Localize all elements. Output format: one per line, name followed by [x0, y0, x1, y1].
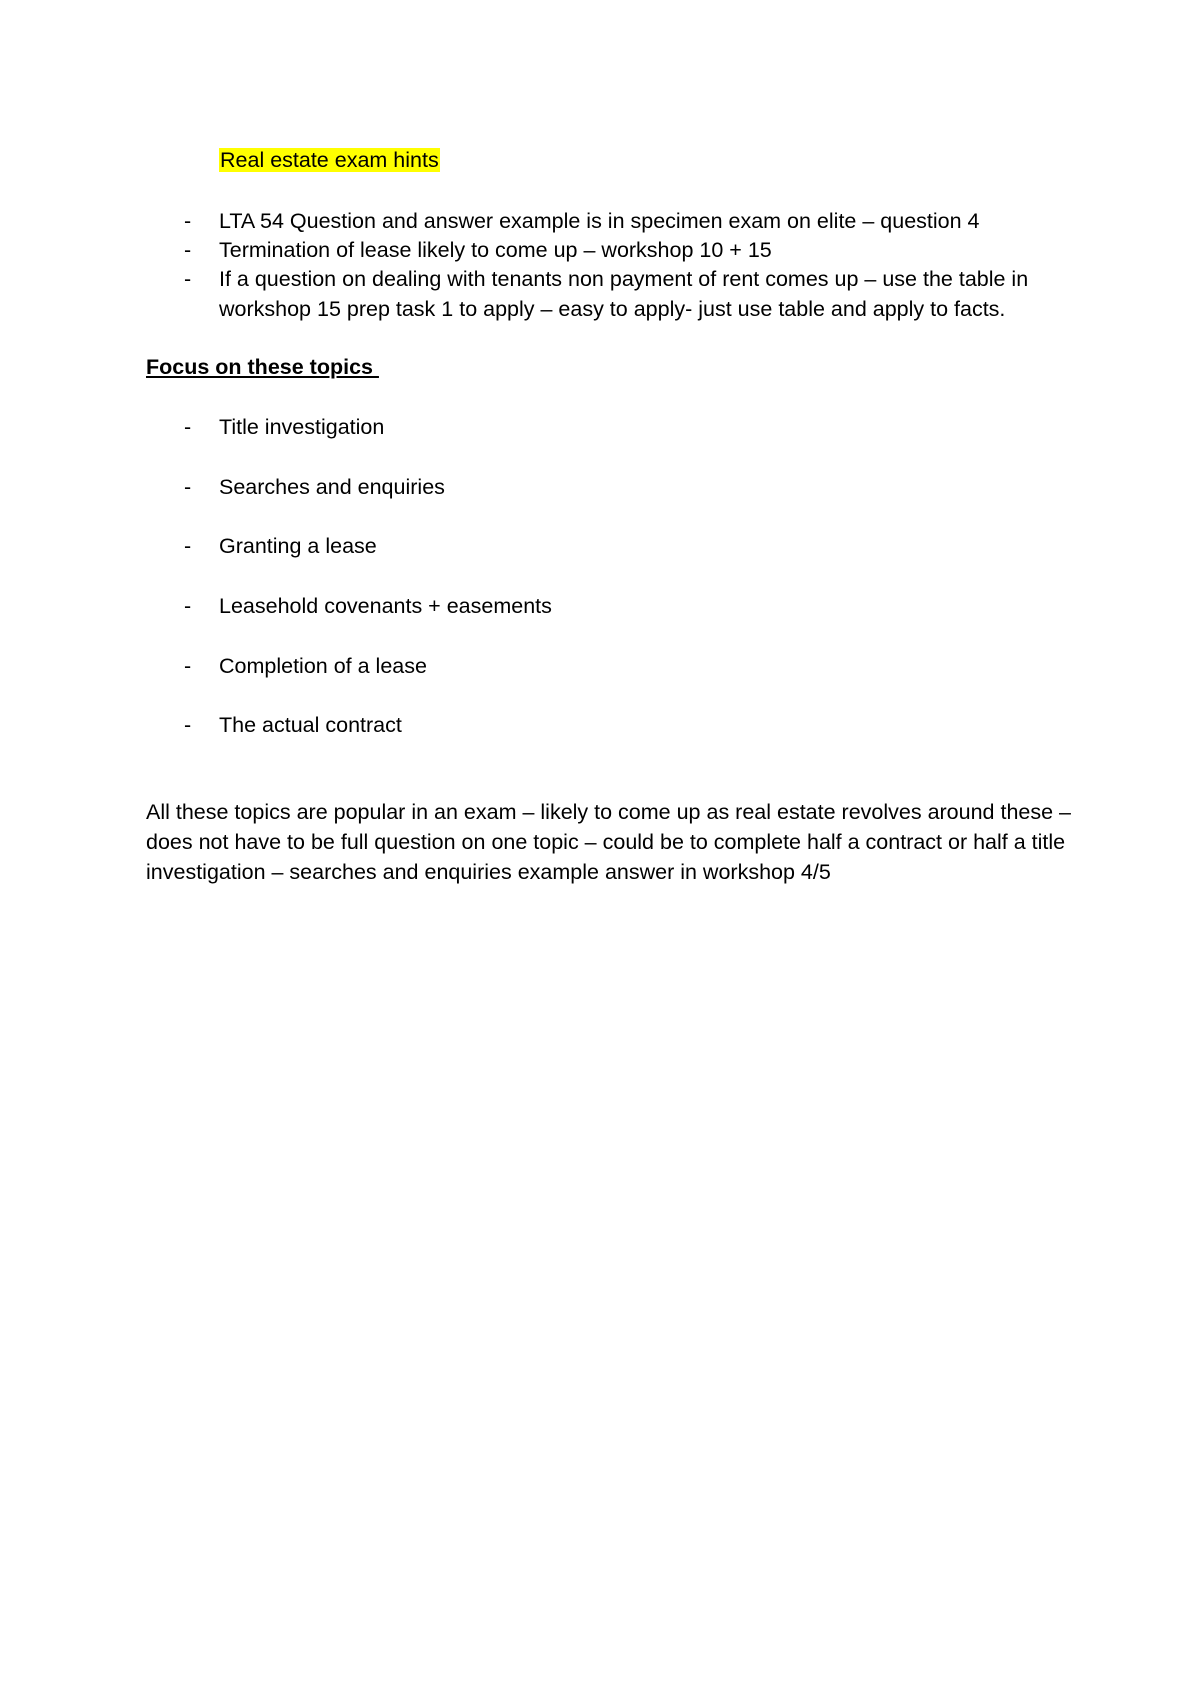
topic-text: Leasehold covenants + easements [219, 594, 552, 618]
bullet-dash: - [184, 238, 192, 262]
closing-paragraph: All these topics are popular in an exam – likely to come up as real estate revolves around these – does not have to be full question on one topic – could be to complete half a contract or half a title investigation – searches and enquiries example answer in workshop 4/5 [146, 800, 1072, 884]
bullet-dash: - [184, 534, 192, 558]
focus-heading: Focus on these topics [146, 355, 379, 379]
bullet-dash: - [184, 594, 192, 618]
bullet-dash: - [184, 415, 192, 439]
document-title [219, 146, 440, 175]
topic-text: Granting a lease [219, 534, 377, 558]
topic-text: Completion of a lease [219, 654, 427, 678]
bullet-dash: - [184, 654, 192, 678]
bullet-dash: - [184, 713, 192, 737]
hint-text: LTA 54 Question and answer example is in specimen exam on elite – question 4 [219, 209, 980, 233]
hint-text: Termination of lease likely to come up – workshop 10 + 15 [219, 238, 772, 262]
topic-text: Searches and enquiries [219, 475, 445, 499]
topic-text: Title investigation [219, 415, 385, 439]
hint-text: If a question on dealing with tenants non payment of rent comes up – use the table in workshop 15 prep task 1 to apply – easy to apply- just use table and apply to facts. [219, 267, 1029, 321]
topic-text: The actual contract [219, 713, 402, 737]
bullet-dash: - [184, 267, 192, 291]
highlighted-title-text: Real estate exam hints [220, 148, 439, 172]
bullet-dash: - [184, 475, 192, 499]
bullet-dash: - [184, 209, 192, 233]
